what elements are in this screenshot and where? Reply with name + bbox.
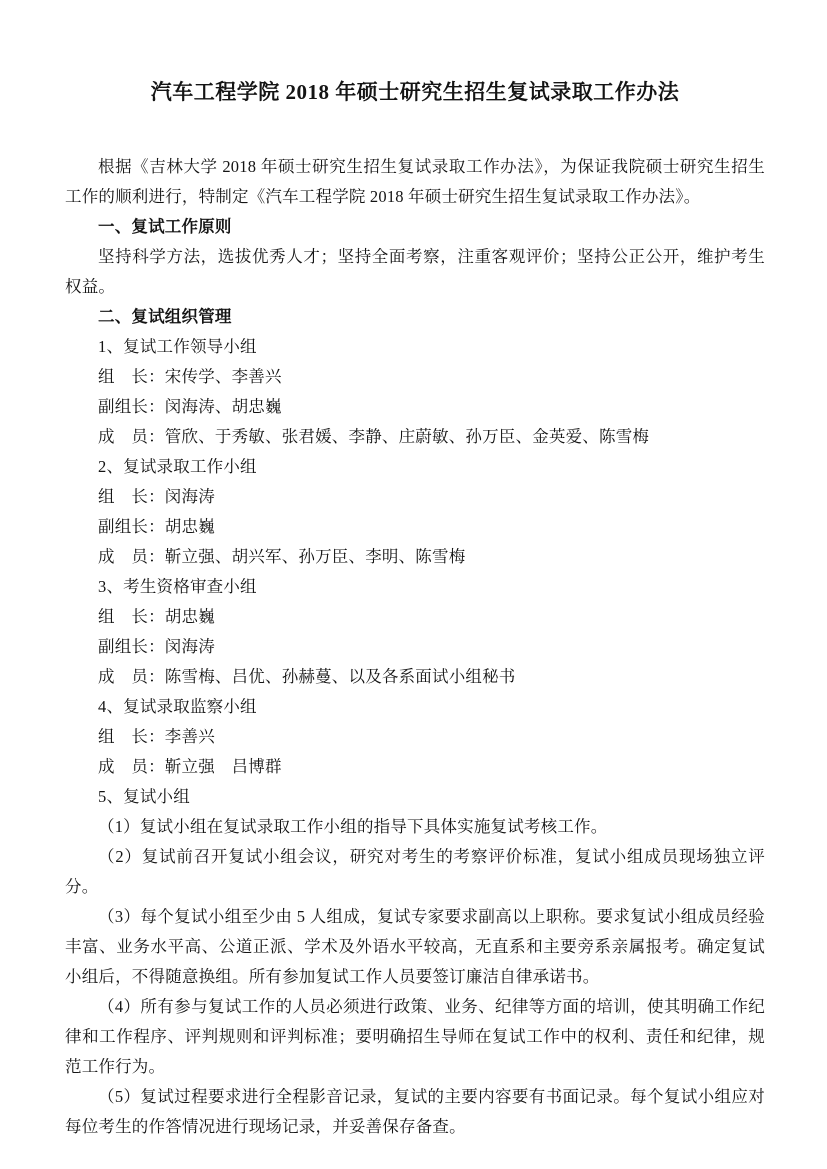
numbered-item-3: （3）每个复试小组至少由 5 人组成，复试专家要求副高以上职称。要求复试小组成员经验丰富、业务水平高、公道正派、学术及外语水平较高，无直系和主要旁系亲属报考。确定复试小组后，不得随意换组。所有参加复试工作人员要签订廉洁自律承诺书。 [65,907,765,986]
group-1-title: 1、复试工作领导小组 [98,337,257,356]
numbered-item-5: （5）复试过程要求进行全程影音记录，复试的主要内容要有书面记录。每个复试小组应对每位考生的作答情况进行现场记录，并妥善保存备查。 [65,1087,765,1136]
group-3-leader: 组 长：胡忠巍 [98,607,215,626]
section-1-body: 坚持科学方法，选拔优秀人才；坚持全面考察，注重客观评价；坚持公正公开，维护考生权益。 [65,247,765,296]
document-title: 汽车工程学院 2018 年硕士研究生招生复试录取工作办法 [150,80,680,104]
group-1-deputy: 副组长：闵海涛、胡忠巍 [98,397,282,416]
group-2-deputy: 副组长：胡忠巍 [98,517,215,536]
group-3-title: 3、考生资格审查小组 [98,577,257,596]
group-3-members: 成 员：陈雪梅、吕优、孙赫蔓、以及各系面试小组秘书 [98,667,516,686]
group-2-title: 2、复试录取工作小组 [98,457,257,476]
group-4-title: 4、复试录取监察小组 [98,697,257,716]
group-2-leader: 组 长：闵海涛 [98,487,215,506]
numbered-item-2: （2）复试前召开复试小组会议，研究对考生的考察评价标准，复试小组成员现场独立评分。 [65,847,765,896]
numbered-item-1: （1）复试小组在复试录取工作小组的指导下具体实施复试考核工作。 [98,817,608,836]
group-3-deputy: 副组长：闵海涛 [98,637,215,656]
group-1-leader: 组 长：宋传学、李善兴 [98,367,282,386]
group-4-leader: 组 长：李善兴 [98,727,215,746]
intro-paragraph: 根据《吉林大学 2018 年硕士研究生招生复试录取工作办法》，为保证我院硕士研究生招生工作的顺利进行，特制定《汽车工程学院 2018 年硕士研究生招生复试录取工作办法》。 [65,157,765,206]
section-2-heading: 二、复试组织管理 [98,307,232,326]
numbered-item-4: （4）所有参与复试工作的人员必须进行政策、业务、纪律等方面的培训，使其明确工作纪律和工作程序、评判规则和评判标准；要明确招生导师在复试工作中的权利、责任和纪律，规范工作行为。 [65,997,765,1076]
group-5-title: 5、复试小组 [98,787,190,806]
section-1-heading: 一、复试工作原则 [98,217,232,236]
group-1-members: 成 员：管欣、于秀敏、张君媛、李静、庄蔚敏、孙万臣、金英爱、陈雪梅 [98,427,650,446]
group-2-members: 成 员：靳立强、胡兴军、孙万臣、李明、陈雪梅 [98,547,466,566]
group-4-members: 成 员：靳立强 吕博群 [98,757,282,776]
